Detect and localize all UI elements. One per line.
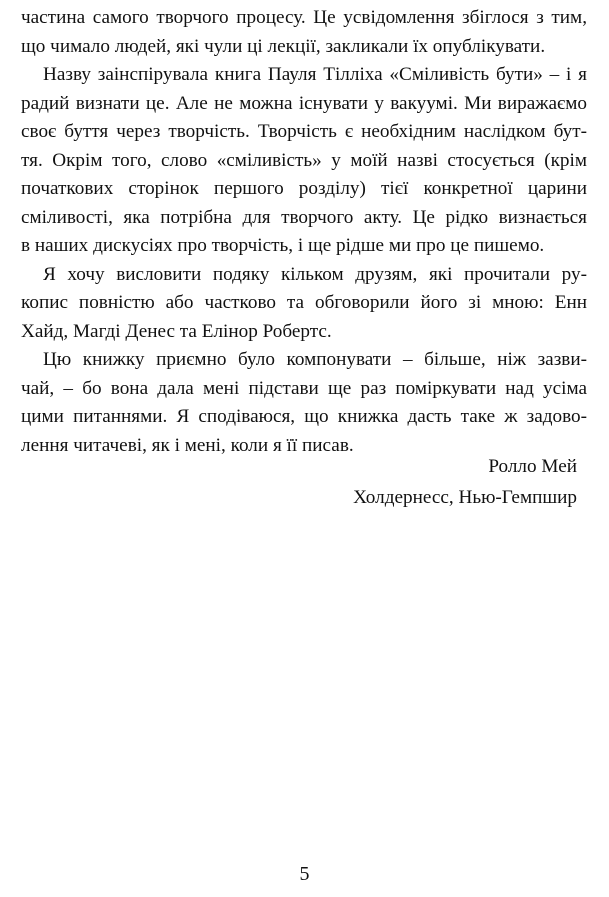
text-line: що чимало людей, які чули ці лекції, закликали їх опублікувати.: [21, 35, 546, 57]
author-name: Ролло Мей: [488, 456, 577, 477]
page-number: 5: [299, 863, 310, 885]
text-line: копис повністю або частково та обговорили його зі мною: Енн: [21, 292, 587, 313]
text-line: Цю книжку приємно було компонувати – більше, ніж зазви-: [43, 349, 587, 370]
text-line: частина самого творчого процесу. Це усвідомлення збіглося з тим,: [21, 7, 587, 28]
text-line: лення читачеві, як і мені, коли я її писав.: [21, 434, 354, 456]
text-line: цими питаннями. Я сподіваюся, що книжка дасть таке ж задово-: [21, 406, 587, 427]
text-line: сміливості, яка потрібна для творчого акту. Це рідко визнається: [21, 206, 587, 228]
text-line: в наших дискусіях про творчість, і ще рідше ми про це пишемо.: [21, 235, 545, 256]
text-line: Хайд, Магді Денес та Елінор Робертс.: [21, 320, 332, 342]
text-line: тя. Окрім того, слово «сміливість» у моїй назві стосується (крім: [21, 149, 587, 171]
signature-block: [353, 451, 577, 513]
text-line: чай, – бо вона дала мені підстави ще раз поміркувати над усіма: [21, 377, 587, 399]
text-line: початкових сторінок першого розділу) тієї конкретної царини: [21, 178, 587, 199]
text-line: Я хочу висловити подяку кільком друзям, які прочитали ру-: [43, 263, 587, 285]
body-text: [21, 4, 587, 460]
text-line: радий визнати це. Але не можна існувати у вакуумі. Ми виражаємо: [21, 92, 587, 114]
author-location: Холдернесс, Нью-Гемпшир: [353, 487, 577, 508]
text-line: Назву заінспірувала книга Пауля Тілліха «Сміливість бути» – і я: [43, 64, 587, 85]
text-line: своє буття через творчість. Творчість є необхідним наслідком бут-: [21, 121, 587, 142]
